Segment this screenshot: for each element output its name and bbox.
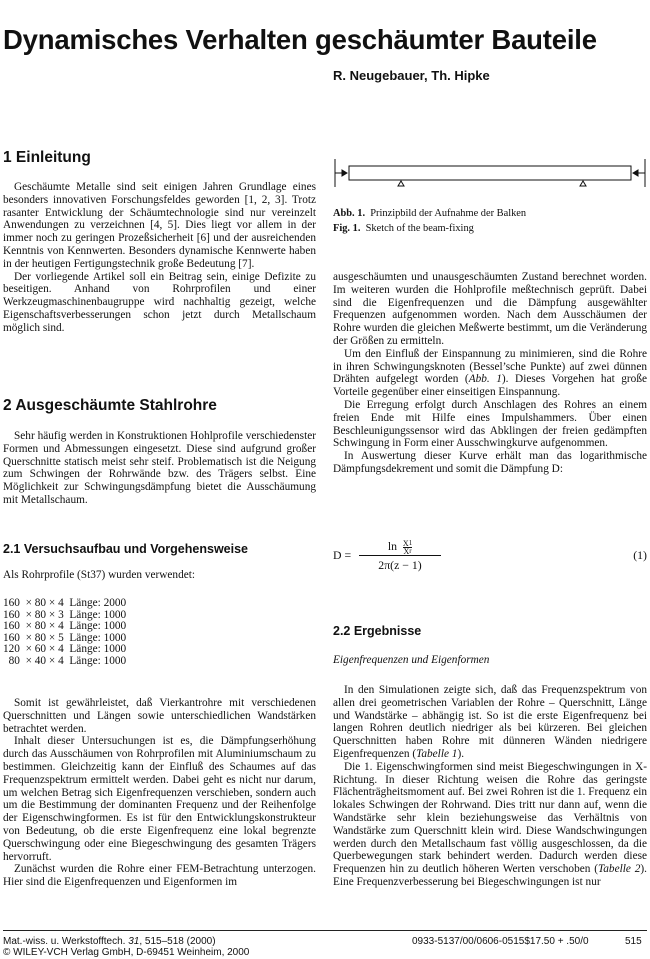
equation-number: (1) xyxy=(633,548,647,562)
equation-fraction: ln $\frac{X1}{Xr}$ 2π(z − 1) xyxy=(359,537,441,573)
beam-fixing-figure xyxy=(333,150,647,202)
section-1-body xyxy=(3,181,316,335)
article-title: Dynamisches Verhalten geschäumter Bauteile xyxy=(3,24,597,55)
right-column-body xyxy=(333,271,647,476)
paragraph: Die Erregung erfolgt durch Anschlagen des Rohres an einem freien Ende mit Hilfe eines Impulshammers. Über einen Beschleunigungssensor wird das Abklingen der freien gedämpften Schwingung in Form einer Ausschwingkurve aufgenommen. xyxy=(333,398,647,450)
caption-en: Fig. 1. Sketch of the beam-fixing xyxy=(333,222,474,234)
footer-issn: 0933-5137/00/0606-0515$17.50 + .50/0 xyxy=(412,936,589,947)
paragraph: Um den Einfluß der Einspannung zu minimieren, sind die Rohre in ihren Schwingungsknoten (Bessel’sche Punkte) auf zwei dünnen Drähten aufgelegt worden (Abb. 1). Dieses Vorgehen hat große Vorteile gegenüber einer einseitigen Einspannung. xyxy=(333,347,647,399)
subheading: Eigenfrequenzen und Eigenformen xyxy=(333,654,490,666)
paragraph: Als Rohrprofile (St37) wurden verwendet: xyxy=(3,569,196,581)
section-heading-2: 2 Ausgeschäumte Stahlrohre xyxy=(3,397,217,414)
footer-rule xyxy=(3,930,647,931)
caption-de: Abb. 1. Prinzipbild der Aufnahme der Balken xyxy=(333,208,527,219)
list-item: 80 × 40 × 4 Länge: 1000 xyxy=(3,654,127,667)
paragraph: Geschäumte Metalle sind seit einigen Jahren Grundlage eines besonders innovativen Forschungsfeldes geworden [1, 2, 3]. Trotz rasanter Entwicklung der Schäumtechnologie sind nur vereinzelt Anwendungen zu verzeichnen [4, 5]. Dies liegt vor allem in der immer noch zu geringen Prozeßsicherheit [6] und der ausreichenden Kenntnis von Kennwerten. Besonders dynamische Kennwerte haben in der heutigen Fertigungstechnik große Bedeutung [7]. xyxy=(3,181,316,270)
list-item: 160 × 80 × 4 Länge: 1000 xyxy=(3,620,127,632)
equation-1 xyxy=(333,537,647,577)
list-item: 160 × 80 × 5 Länge: 1000 xyxy=(3,631,127,644)
left-arrow-head xyxy=(342,170,347,176)
subsection-2-1-body xyxy=(3,697,316,889)
list-item: 160 × 80 × 3 Länge: 1000 xyxy=(3,608,127,621)
subsection-heading-2-1: 2.1 Versuchsaufbau und Vorgehensweise xyxy=(3,542,248,556)
paragraph: In Auswertung dieser Kurve erhält man das logarithmische Dämpfungsdekrement und somit die Dämpfung D: xyxy=(333,450,647,475)
subsection-2-2-subheading xyxy=(333,654,647,667)
paragraph: Der vorliegende Artikel soll ein Beitrag sein, einige Defizite zu beseitigen. Anhand von Rohrprofilen und einer Werkzeugmaschinenbaugruppe wird nachhaltig gezeigt, welche Eigenschaftsverbesserungen schon jetzt durch Metallschaum möglich sind. xyxy=(3,270,316,334)
subsection-2-2-body xyxy=(333,684,647,889)
footer-citation: Mat.-wiss. u. Werkstofftech. 31, 515–518 (2000) xyxy=(3,936,216,947)
profile-list xyxy=(3,598,316,667)
authors: R. Neugebauer, Th. Hipke xyxy=(333,68,490,83)
beam xyxy=(349,166,631,180)
paragraph: Inhalt dieser Untersuchungen ist es, die Dämpfungserhöhung durch das Ausschäumen von Rohrprofilen mit Aluminiumschaum zu bestimmen. Gleichzeitig kann der Einfluß des Schaumes auf das Frequenzspektrum ermittelt werden. Dabei geht es nicht nur darum, um welchen Betrag sich Eigenfrequenzen verschieben, sondern auch um die Bestimmung der dominanten Frequenz und der Reihenfolge der Eigenschwingformen. Es ist für den Entwicklungskonstrukteur von Bedeutung, ob die erste Eigenfrequenz eine lokal begrenzte Querschwingung oder eine Biegeschwingung des gesamten Trägers hervorruft. xyxy=(3,735,316,863)
section-heading-1: 1 Einleitung xyxy=(3,149,91,166)
paragraph: In den Simulationen zeigte sich, daß das Frequenzspektrum von allen drei geometrischen Variablen der Rohre – Querschnitt, Länge und Wandstärke – abhängig ist. So ist die erste Eigenfrequenz bei langen Rohren deutlich niedriger als bei kürzeren. Bei gleichen Querschnitten haben Rohre mit dünneren Wänden niedrigere Eigenfrequenzen (Tabelle 1). xyxy=(333,684,647,760)
right-arrow-head xyxy=(633,170,638,176)
paragraph: Die 1. Eigenschwingformen sind meist Biegeschwingungen in X-Richtung. In dieser Richtung weisen die Rohre das geringste Flächenträgheitsmoment auf. Bei zwei Rohren ist die 1. Frequenz ein lokales Schwingen der Rohrwand. Dies tritt nur dann auf, wenn die Wandstärke sehr klein beziehungsweise das Verhältnis von Wandstärke zum Querschnitt klein wird. Diese Wandschwingungen werden durch den Metallschaum fast völlig ausgeschlossen, da die Querbewegungen stark behindert werden. Dadurch werden diese Frequenzen hin zu deutlich höheren Werten verschoben (Tabelle 2). Eine Frequenzverbesserung bei Biegeschwingungen ist nur xyxy=(333,760,647,888)
equation-lhs: D = xyxy=(333,548,352,562)
subsection-2-1-intro xyxy=(3,569,316,582)
paragraph: Somit ist gewährleistet, daß Vierkantrohre mit verschiedenen Querschnitten und Längen sowie unterschiedlichen Wandstärken betrachtet werden. xyxy=(3,697,316,735)
footer-publisher: © WILEY-VCH Verlag GmbH, D-69451 Weinheim, 2000 xyxy=(3,947,250,958)
paragraph: Sehr häufig werden in Konstruktionen Hohlprofile verschiedenster Formen und Abmessungen eingesetzt. Diese sind aufgrund großer Querschnitte statisch meist sehr steif. Problematisch ist die Neigung zum Schwingen der Rohrwände bzw. des Trägers selbst. Eine Möglichkeit zur Schwingungsdämpfung bietet die Ausschäumung mit Metallschaum. xyxy=(3,430,316,506)
figure-caption xyxy=(333,207,526,236)
left-support-triangle xyxy=(398,181,404,186)
right-support-triangle xyxy=(580,181,586,186)
list-item: 120 × 60 × 4 Länge: 1000 xyxy=(3,643,127,655)
list-item: 160 × 80 × 4 Länge: 2000 xyxy=(3,597,127,609)
page-number: 515 xyxy=(625,936,642,947)
paragraph: ausgeschäumten und unausgeschäumten Zustand berechnet worden. Im weiteren wurden die Hohlprofile meßtechnisch geprüft. Dabei sind die Eigenfrequenzen und die Dämpfung ausgewählter Frequenzen aufgenommen worden. Nach dem Ausschäumen der Rohre wurden die gleichen Meßwerte bestimmt, um die Veränderung der Größen zu ermitteln. xyxy=(333,271,647,347)
section-2-body xyxy=(3,430,316,507)
paragraph: Zunächst wurden die Rohre einer FEM-Betrachtung unterzogen. Hier sind die Eigenfrequenzen und Eigenformen im xyxy=(3,863,316,889)
subsection-heading-2-2: 2.2 Ergebnisse xyxy=(333,624,422,638)
